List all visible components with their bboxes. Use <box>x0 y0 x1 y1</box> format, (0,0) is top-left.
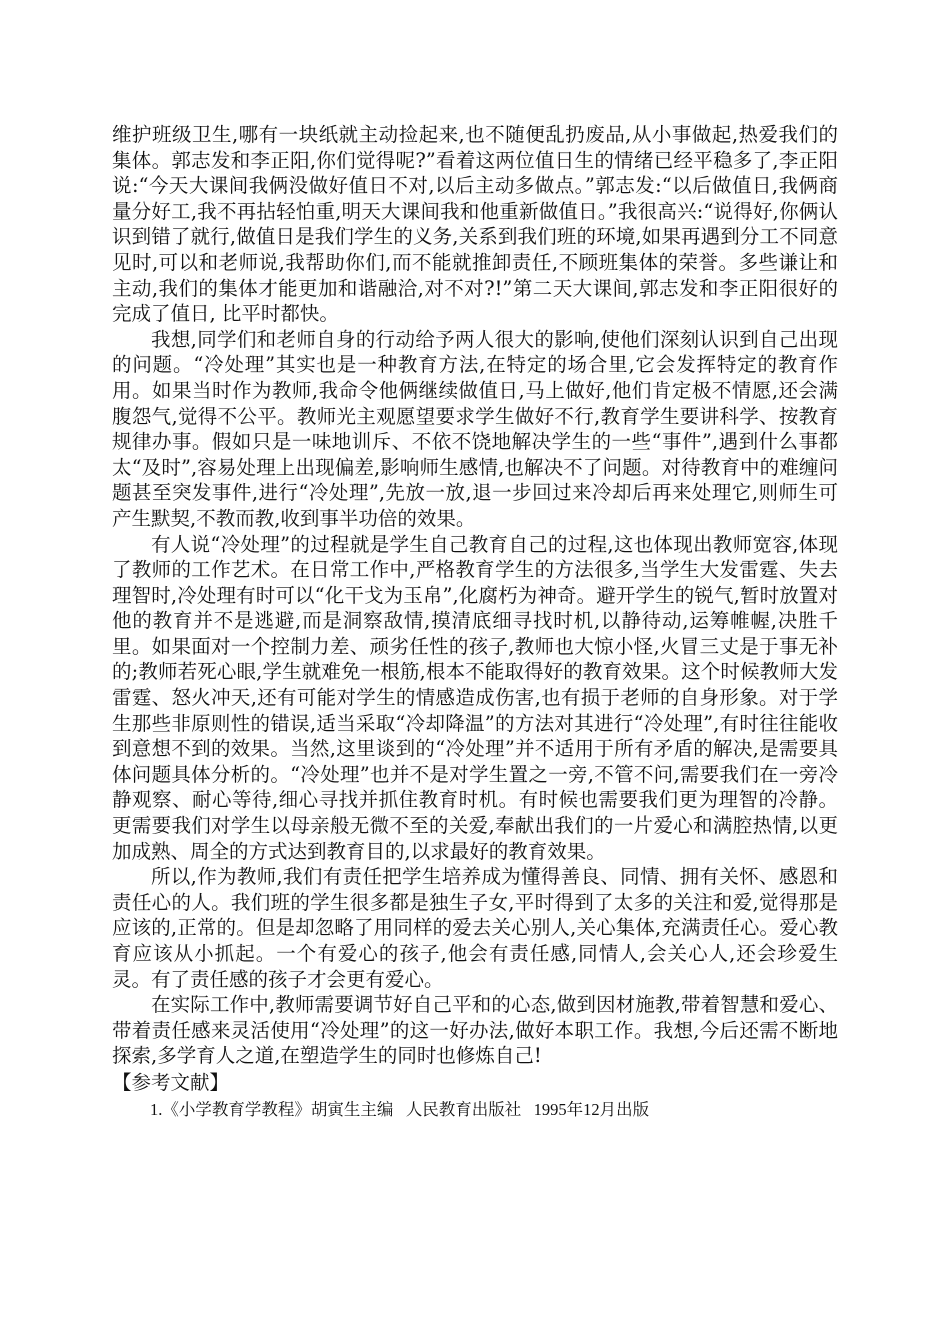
paragraph-4: 所以,作为教师,我们有责任把学生培养成为懂得善良、同情、拥有关怀、感恩和责任心的人。我们班的学生很多都是独生子女,平时得到了太多的关注和爱,觉得那是应该的,正常的。但是却忽略了用同样的爱去关心别人,关心集体,充满责任心。爱心教育应该从小抓起。一个有爱心的孩子,他会有责任感,同情人,会关心人,还会珍爱生灵。有了责任感的孩子才会更有爱心。 <box>112 865 838 991</box>
reference-item-1: 1.《小学教育学教程》胡寅生主编 人民教育出版社 1995年12月出版 <box>150 1099 650 1119</box>
paragraph-3: 有人说“冷处理”的过程就是学生自己教育自己的过程,这也体现出教师宽容,体现了教师的工作艺术。在日常工作中,严格教育学生的方法很多,当学生大发雷霆、失去理智时,冷处理有时可以“化干戈为玉帛”,化腐朽为神奇。避开学生的锐气,暂时放置对他的教育并不是逃避,而是洞察敌情,摸清底细寻找时机,以静待动,运筹帷幄,决胜千里。如果面对一个控制力差、顽劣任性的孩子,教师也大惊小怪,火冒三丈是于事无补的;教师若死心眼,学生就难免一根筋,根本不能取得好的教育效果。这个时候教师大发雷霆、怒火冲天,还有可能对学生的情感造成伤害,也有损于老师的自身形象。对于学生那些非原则性的错误,适当采取“冷却降温”的方法对其进行“冷处理”,有时往往能收到意想不到的效果。当然,这里谈到的“冷处理”并不适用于所有矛盾的解决,是需要具体问题具体分析的。“冷处理”也并不是对学生置之一旁,不管不问,需要我们在一旁冷静观察、耐心等待,细心寻找并抓住教育时机。有时候也需要我们更为理智的冷静。更需要我们对学生以母亲般无微不至的关爱,奉献出我们的一片爱心和满腔热情,以更加成熟、周全的方式达到教育目的,以求最好的教育效果。 <box>112 532 838 863</box>
document-body <box>112 122 838 1123</box>
paragraph-1: 维护班级卫生,哪有一块纸就主动捡起来,也不随便乱扔废品,从小事做起,热爱我们的集体。郭志发和李正阳,你们觉得呢?”看着这两位值日生的情绪已经平稳多了,李正阳说:“今天大课间我俩没做好值日不对,以后主动多做点。”郭志发:“以后做值日,我俩商量分好工,我不再拈轻怕重,明天大课间我和他重新做值日。”我很高兴:“说得好,你俩认识到错了就行,做值日是我们学生的义务,关系到我们班的环境,如果再遇到分工不同意见时,可以和老师说,我帮助你们,而不能就推卸责任,不顾班集体的荣誉。多些谦让和主动,我们的集体才能更加和谐融洽,对不对?!”第二天大课间,郭志发和李正阳很好的完成了值日, 比平时都快。 <box>112 123 838 326</box>
references-heading: 【参考文献】 <box>112 1070 230 1094</box>
paragraph-5: 在实际工作中,教师需要调节好自己平和的心态,做到因材施教,带着智慧和爱心、带着责任感来灵活使用“冷处理”的这一好办法,做好本职工作。我想,今后还需不断地探索,多学育人之道,在塑造学生的同时也修炼自己! <box>112 993 838 1068</box>
paragraph-2: 我想,同学们和老师自身的行动给予两人很大的影响,使他们深刻认识到自己出现的问题。“冷处理”其实也是一种教育方法,在特定的场合里,它会发挥特定的教育作用。如果当时作为教师,我命令他俩继续做值日,马上做好,他们肯定极不情愿,还会满腹怨气,觉得不公平。教师光主观愿望要求学生做好不行,教育学生要讲科学、按教育规律办事。假如只是一味地训斥、不依不饶地解决学生的一些“事件”,遇到什么事都太“及时”,容易处理上出现偏差,影响师生感情,也解决不了问题。对待教育中的难缠问题甚至突发事件,进行“冷处理”,先放一放,退一步回过来冷却后再来处理它,则师生可产生默契,不教而教,收到事半功倍的效果。 <box>112 327 838 530</box>
